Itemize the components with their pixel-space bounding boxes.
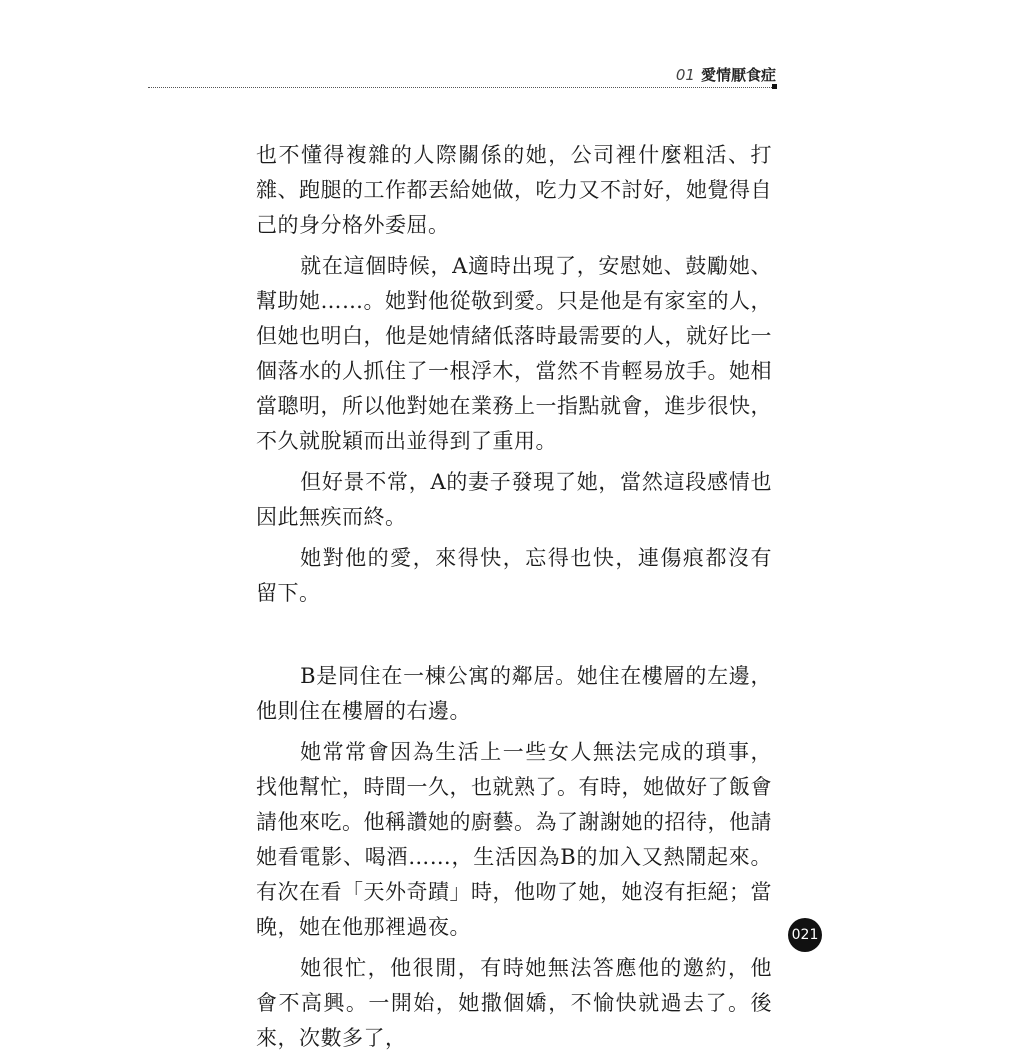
paragraph: 但好景不常，A的妻子發現了她，當然這段感情也因此無疾而終。: [256, 470, 772, 529]
header-divider: [148, 87, 774, 88]
page-number-badge: 021: [788, 918, 822, 952]
paragraph: 她常常會因為生活上一些女人無法完成的瑣事，找他幫忙，時間一久，也就熟了。有時，她做好了飯會請他來吃。他稱讚她的廚藝。為了謝謝她的招待，他請她看電影、喝酒……，生活因為B的加入又熱鬧起來。有次在看「天外奇蹟」時，他吻了她，她沒有拒絕；當晚，她在他那裡過夜。: [256, 740, 772, 939]
paragraph: 就在這個時候，A適時出現了，安慰她、鼓勵她、幫助她……。她對他從敬到愛。只是他是有家室的人，但她也明白，他是她情緒低落時最需要的人，就好比一個落水的人抓住了一根浮木，當然不肯輕易放手。她相當聰明，所以他對她在業務上一指點就會，進步很快，不久就脫穎而出並得到了重用。: [256, 254, 772, 453]
chapter-title: 愛情厭食症: [700, 66, 776, 84]
running-header: [676, 64, 776, 85]
body-text: [256, 138, 772, 1062]
chapter-number: 01: [675, 66, 695, 84]
header-end-marker: [772, 84, 777, 89]
paragraph: 她很忙，他很閒，有時她無法答應他的邀約，他會不高興。一開始，她撒個嬌，不愉快就過去了。後來，次數多了，: [256, 956, 772, 1050]
paragraph: 她對他的愛，來得快，忘得也快，連傷痕都沒有留下。: [256, 546, 772, 605]
paragraph: 也不懂得複雜的人際關係的她，公司裡什麼粗活、打雜、跑腿的工作都丟給她做，吃力又不討好，她覺得自己的身分格外委屈。: [256, 143, 772, 237]
paragraph: B是同住在一棟公寓的鄰居。她住在樓層的左邊，他則住在樓層的右邊。: [256, 664, 772, 723]
